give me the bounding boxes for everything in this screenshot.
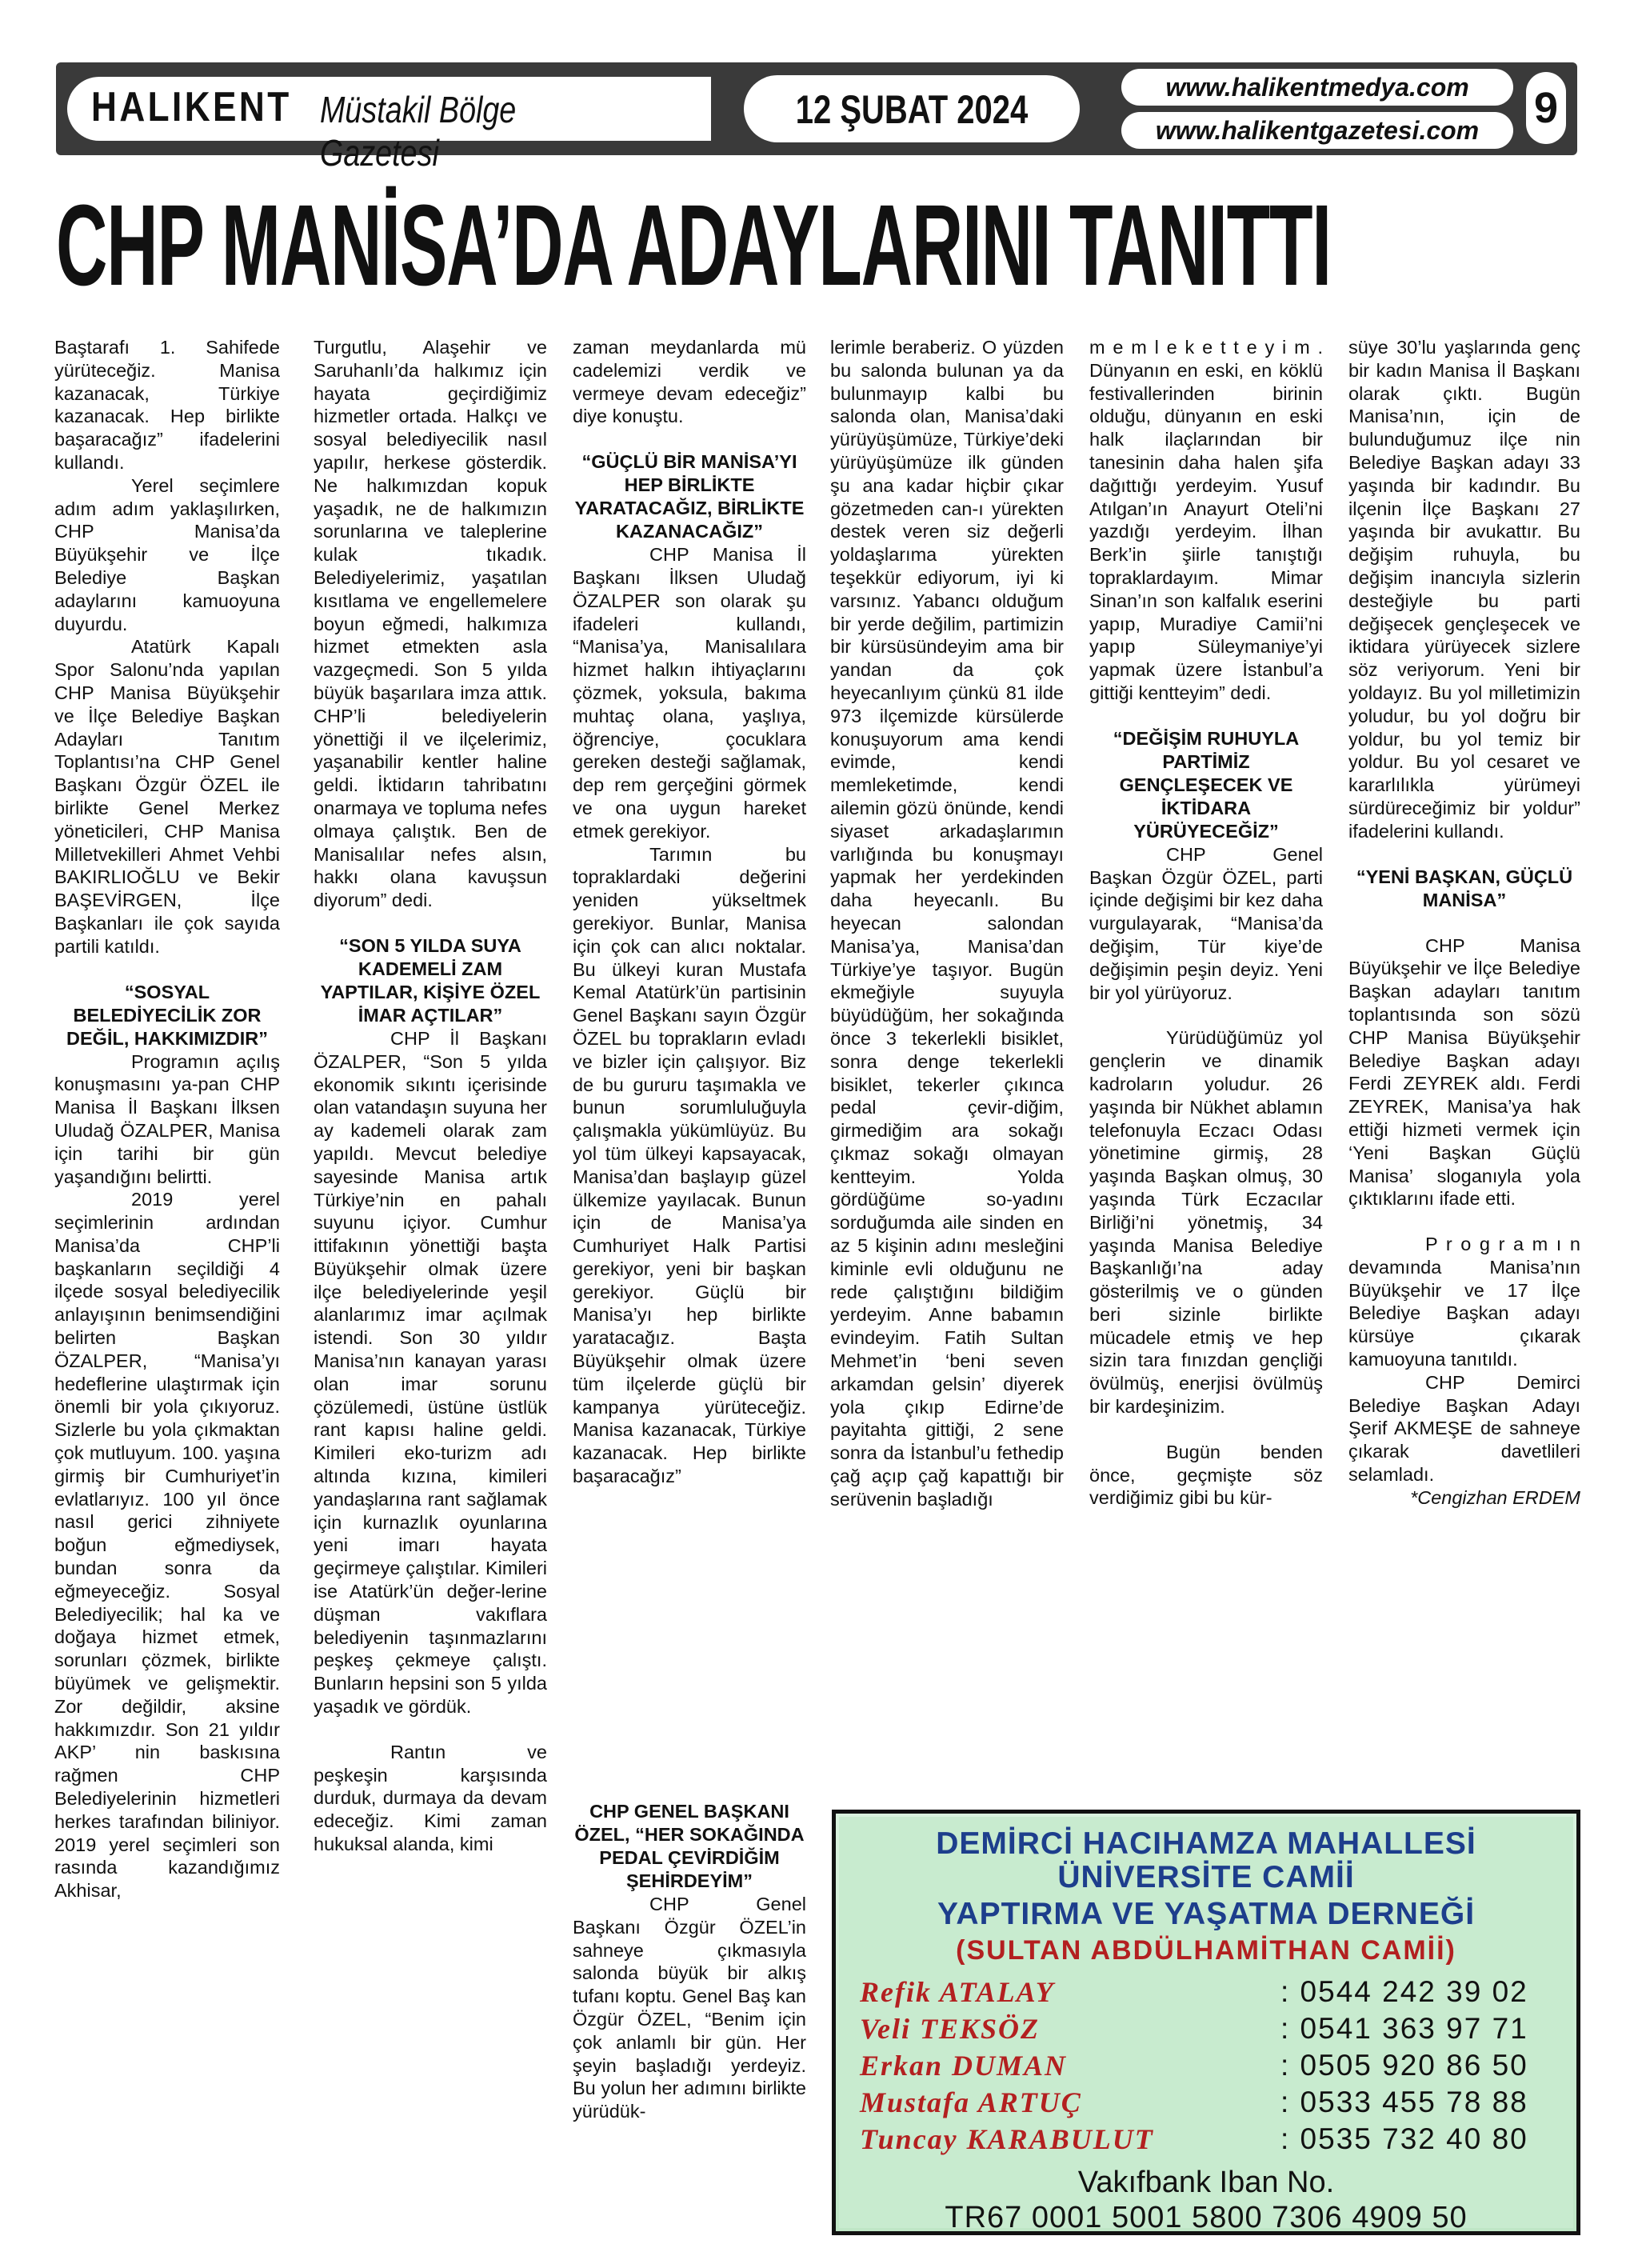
- brand-box: [67, 77, 711, 174]
- paragraph: Baştarafı 1. Sahifede yürüteceğiz. Manisa kazanacak, Türkiye kazanacak. Hep birlikte başaracağız” ifadelerini kullandı.: [54, 337, 280, 473]
- ad-background: [839, 1817, 1573, 2234]
- article-column-1: [54, 336, 280, 2224]
- paragraph: CHP Manisa İl Başkanı İlksen Uludağ ÖZALPER son olarak şu ifadeleri kullandı, “Manisa’ya, Manisalılara hizmet halkın ihtiyaçlarını çözmek, yoksula, bakıma muhtaç olana, yaşlıya, öğrenciye, çocuklara gereken desteği sağlamak, dep rem gerçeğini görmek ve ona uygun hareket etmek gerekiyor.: [573, 544, 806, 842]
- contact-name: Erkan DUMAN: [860, 2050, 1068, 2082]
- paragraph: CHP İl Başkanı ÖZALPER, “Son 5 yılda ekonomik sıkıntı içerisinde olan vatandaşın suyuna her ay kademeli olarak zam yapıldı. Mevcut belediye sayesinde Manisa artık Türkiye’nin en pahalı suyunu içiyor. Cumhur ittifakının yönettiği başta Büyükşehir olmak üzere ilçe belediyelerinde yeşil alanlarımız imar açılmak istendi. Son 30 yıldır Manisa’nın kanayan yarası olan imar sorunu çözülemedi, üstüne üstlük rant kapısı haline geldi. Kimileri eko-turizm adı altında kızına, kimileri yandaşlarına rant sağlamak için kurnazlık oyunlarına yeni imarı hayata geçirmeye çalıştılar. Kimileri ise Atatürk’ün değer-lerine düşman vakıflara belediyenin taşınmazlarını peşkeş çekmeye çalıştı. Bunların hepsini son 5 yılda yaşadık ve gördük.: [314, 1027, 547, 1718]
- contact-name: Veli TEKSÖZ: [860, 2013, 1041, 2045]
- masthead: [56, 62, 1577, 174]
- paragraph: CHP Demirci Belediye Başkan Adayı Şerif AKMEŞE de sahneye çıkarak davetlileri selamladı.: [1348, 1371, 1580, 1486]
- paragraph: Tarımın bu topraklardaki değerini yeniden yükseltmek gerekiyor. Bunlar, Manisa için çok can alıcı noktalar. Bu ülkeyi kuran Mustafa Kemal Atatürk’ün partisinin Genel Başkanı sayın Özgür ÖZEL bu toprakların evladı ve bizler için çalışıyor. Biz de bu gururu taşımakla ve bunun sorumluluğuyla çalışmakla yükümlüyüz. Bu yol tüm ülkeyi kapsayacak, Manisa’dan başlayıp güzel ülkemize yayılacak. Bunun için de Manisa’ya Cumhuriyet Halk Partisi gerekiyor, yeni bir başkan gerekiyor. Güçlü bir Manisa’yı hep birlikte yaratacağız. Başta Büyükşehir olmak üzere tüm ilçelerde güçlü bir kampanya yürüteceğiz. Manisa kazanacak, Türkiye kazanacak. Hep birlikte başaracağız”: [573, 843, 806, 1487]
- contact-phone: : 0535 732 40 80: [1280, 2122, 1528, 2155]
- subheading: CHP GENEL BAŞKANI ÖZEL, “HER SOKAĞINDA PEDAL ÇEVİRDİĞİM ŞEHİRDEYİM”: [574, 1801, 805, 1891]
- article-column-5: [1089, 336, 1323, 1792]
- ad-title-line-2: ÜNİVERSİTE CAMİİ: [1057, 1860, 1355, 1894]
- paragraph: CHP Genel Başkanı Özgür ÖZEL’in sahneye çıkmasıyla salonda büyük bir alkış tufanı koptu. Genel Baş kan Özgür ÖZEL, “Benim için çok anlamlı bir gün. Her şeyin başladığı yerdeyiz. Bu yolun her adımını birlikte yürüdük-: [573, 1894, 806, 2122]
- iban-label: Vakıfbank Iban No.: [1077, 2166, 1335, 2199]
- subheading: “YENİ BAŞKAN, GÜÇLÜ MANİSA”: [1356, 866, 1573, 910]
- subheading: “GÜÇLÜ BİR MANİSA’YI HEP BİRLİKTE YARATACAĞIZ, BİRLİKTE KAZANACAĞIZ”: [574, 451, 805, 542]
- contact-row: [860, 2086, 1564, 2124]
- ad-title-line-1: DEMİRCİ HACIHAMZA MAHALLESİ: [936, 1826, 1476, 1861]
- paragraph: m e m l e k e t t e y i m . Dünyanın en eski, en köklü festivallerinden birinin olduğu, dünyanın en eski halk ilaçlarından bir tanesinin daha halen şifa dağıttığı yerdeyim. Yusuf Atılgan’ın Anayurt Oteli’ni yazdığı yerdeyim. İlhan Berk’in şiirle tanıştığı topraklardayım. Mimar Sinan’ın son kalfalık eserini yapıp, Muradiye Camii’ni yapıp Süleymaniye’yi yapmak üzere İstanbul’a gittiği kentteyim” dedi.: [1089, 337, 1323, 703]
- ad-title-line-3: YAPTIRMA VE YAŞATMA DERNEĞİ: [937, 1897, 1476, 1931]
- paragraph: Bugün benden önce, geçmişte söz verdiğimiz gibi bu kür-: [1089, 1441, 1323, 1509]
- headline: CHP MANİSA’DA ADAYLARINI TANITTI: [56, 181, 1331, 310]
- paragraph: Yerel seçimlere adım adım yaklaşılırken, CHP Manisa’da Büyükşehir ve İlçe Belediye Başkan adaylarını kamuoyuna duyurdu.: [54, 474, 280, 634]
- contact-name: Mustafa ARTUÇ: [860, 2086, 1082, 2118]
- issue-date: 12 ŞUBAT 2024: [795, 87, 1029, 132]
- brand-name: HALIKENT: [91, 84, 292, 130]
- contact-phone: : 0533 455 78 88: [1280, 2086, 1528, 2118]
- website-link-1[interactable]: www.halikentmedya.com: [1121, 69, 1513, 106]
- article-column-3: [573, 336, 806, 2224]
- contact-name: Refik ATALAY: [860, 1976, 1055, 2008]
- contact-row: [860, 1975, 1564, 2014]
- paragraph: zaman meydanlarda mü cadelemizi verdik ve vermeye devam edeceğiz” diye konuştu.: [573, 337, 806, 427]
- page-number: 9: [1526, 72, 1566, 144]
- paragraph: CHP Manisa Büyükşehir ve İlçe Belediye Başkan adayları tanıtım toplantısında son sözü CHP Manisa Büyükşehir Belediye Başkan adayı Ferdi ZEYREK aldı. Ferdi ZEYREK, Manisa’ya hak ettiği hizmeti vermek için ‘Yeni Başkan Güçlü Manisa’ sloganıyla yola çıktıklarını ifade etti.: [1348, 934, 1580, 1210]
- contact-name: Tuncay KARABULUT: [860, 2123, 1154, 2155]
- website-link-2[interactable]: www.halikentgazetesi.com: [1121, 112, 1513, 149]
- paragraph: lerimle beraberiz. O yüzden bu salonda bulunan ya da bulunmayıp kalbi bu salonda olan, Manisa’daki yürüyüşümüze, Türkiye’deki yürüyüşümüze ilk günden şu ana kadar hiçbir çıkar gözetmeden can-ı yürekten destek veren siz değerli yoldaşlarıma yürekten teşekkür ediyorum, iyi ki varsınız. Yabancı olduğum bir yerde değilim, partimizin bir kürsüsündeyim ama bir yandan da çok heyecanlıyım çünkü 81 ilde 973 ilçemizde kürsülerde konuşuyorum ama kendi evimde, kendi memleketimde, kendi ailemin gözü önünde, kendi siyaset arkadaşlarımın varlığında bu konuşmayı yapmak her yerdekinden daha heyecanlı. Bu heyecan salondan Manisa’ya, Manisa’dan Türkiye’ye taşıyor. Bugün ekmeğiyle suyuyla büyüdüğüm, her sokağında önce 3 tekerlekli bisiklet, sonra denge tekerlekli bisiklet, tekerler çıkınca pedal çevir-diğim, girmediğim ara sokağı çıkmaz sokağı olmayan kentteyim. Yolda gördüğüme so-yadını sorduğumda aile sinden en az 5 kişinin adını mesleğini kiminle evli olduğunu ne rede çalıştığını bildiğim yerdeyim. Anne babamın evindeyim. Fatih Sultan Mehmet’in ‘beni seven arkamdan gelsin’ diyerek yola çıkıp Edirne’de payitahta gittiği, 2 sene sonra da İstanbul’u fethedip çağ açıp çağ kapattığı bir serüvenin başladığı: [830, 337, 1064, 1510]
- paragraph: Yürüdüğümüz yol gençlerin ve dinamik kadroların yoludur. 26 yaşında bir Nükhet ablamın telefonuyla Eczacı Odası yönetimine girmiş, 28 yaşında Başkan olmuş, 30 yaşında Türk Eczacılar Birliği’ni yönetmiş, 34 yaşında Manisa Belediye Başkanlığı’na aday gösterilmiş ve o günden beri sizinle birlikte mücadele etmiş ve hep sizin tara fınızdan gençliği övülmüş, enerjisi övülmüş bir kardeşinizim.: [1089, 1027, 1323, 1418]
- article-column-6: [1348, 336, 1580, 1792]
- paragraph: süye 30’lu yaşlarında genç bir kadın Manisa İl Başkanı olarak çıktı. Bugün Manisa’nın, için de bulunduğumuz ilçe nin Belediye Başkan adayı 33 yaşında bir kadındır. Bu ilçenin İlçe Başkanı 27 yaşında bir avukattır. Bu değişim ruhuyla, bu değişim inancıyla sizlerin desteğiyle bu parti değişecek gençleşecek ve iktidara yürüyecek sizlere söz veriyorum. Yeni bir yoldayız. Bu yol milletimizin yoludur, bu yol doğru bir yoldur, bu yol temiz bir yoldur. Bu yol cesaret ve kararlılıkla yürümeyi sürdüreceğimiz bir yoldur” ifadelerini kullandı.: [1348, 337, 1580, 842]
- ad-subtitle: (SULTAN ABDÜLHAMİTHAN CAMİİ): [956, 1935, 1456, 1966]
- paragraph: P r o g r a m ı n devamında Manisa’nın Büyükşehir ve 17 İlçe Belediye Başkan adayı kürsüye çıkarak kamuoyuna tanıtıldı.: [1348, 1234, 1580, 1370]
- paragraph: Turgutlu, Alaşehir ve Saruhanlı’da halkımız için hayata geçirdiğimiz hizmetler ortada. Halkçı ve sosyal belediyecilik nasıl yapılır, herkese gösterdik. Ne halkımızdan kopuk yaşadık, ne de halkımızın sorunlarına ve taleplerine kulak tıkadık. Belediyelerimiz, yaşatılan kısıtlama ve engellemelere boyun eğmedi, halkımıza hizmet etmekten asla vazgeçmedi. Son 5 yılda büyük başarılara imza attık. CHP’li belediyelerin yönettiği il ve ilçelerimiz, yaşanabilir kentler haline geldi. İktidarın tahribatını onarmaya ve topluma nefes olmaya çalıştık. Ben de Manisalılar nefes alsın, hakkı olana kavuşsun diyorum” dedi.: [314, 337, 547, 911]
- contact-row: [860, 2049, 1564, 2087]
- contact-row: [860, 2012, 1564, 2050]
- paragraph: Programın açılış konuşmasını ya-pan CHP Manisa İl Başkanı İlksen Uludağ ÖZALPER, Manisa için tarihi bir gün yaşandığını belirtti.: [54, 1050, 280, 1187]
- article-column-2: [314, 336, 547, 2224]
- article-column-4: [830, 336, 1064, 1792]
- subheading: “SON 5 YILDA SUYA KADEMELİ ZAM YAPTILAR, KİŞİYE ÖZEL İMAR AÇTILAR”: [320, 934, 541, 1026]
- contact-phone: : 0505 920 86 50: [1280, 2049, 1528, 2082]
- mosque-association-ad: [832, 1810, 1580, 2235]
- subheading: “DEĞİŞİM RUHUYLA PARTİMİZ GENÇLEŞECEK VE İKTİDARA YÜRÜYECEĞİZ”: [1113, 727, 1300, 842]
- iban-number: TR67 0001 5001 5800 7306 4909 50: [945, 2201, 1468, 2234]
- contact-phone: : 0541 363 97 71: [1280, 2012, 1528, 2045]
- contact-row: [860, 2122, 1564, 2161]
- issue-date-box: [744, 75, 1080, 142]
- brand-tagline: Müstakil Bölge Gazetesi: [320, 89, 517, 174]
- contact-phone: : 0544 242 39 02: [1280, 1975, 1528, 2008]
- subheading: “SOSYAL BELEDİYECİLİK ZOR DEĞİL, HAKKIMIZDIR”: [66, 981, 268, 1049]
- paragraph: 2019 yerel seçimlerinin ardından Manisa’da CHP’li başkanların seçildiği 4 ilçede sosyal belediyecilik anlayışının benimsendiğini belirten Başkan ÖZALPER, “Manisa’yı hedeflerine ulaştırmak için önemli bir yola çıkıyoruz. Sizlerle bu yola çıkmaktan çok mutluyum. 100. yaşına girmiş bir Cumhuriyet’in evlatlarıyız. 100 yıl önce nasıl gerici zihniyete boğun eğmediysek, bundan sonra da eğmeyeceğiz. Sosyal Belediyecilik; hal ka ve doğaya hizmet etmek, sorunları çözmek, birlikte büyümek ve gelişmektir. Zor değildir, aksine hakkımızdır. Son 21 yıldır AKP’ nin baskısına rağmen CHP Belediyelerinin hizmetleri herkes tarafından biliniyor. 2019 yerel seçimleri son rasında kazandığımız Akhisar,: [54, 1189, 280, 1902]
- paragraph: Rantın ve peşkeşin karşısında durduk, durmaya da devam edeceğiz. Kimi zaman hukuksal alanda, kimi: [314, 1741, 547, 1855]
- column-3-lower: [573, 1800, 806, 2123]
- paragraph: Atatürk Kapalı Spor Salonu’nda yapılan CHP Manisa Büyükşehir ve İlçe Belediye Başkan Adayları Tanıtım Toplantısı’na CHP Genel Başkanı Özgür ÖZEL ile birlikte Genel Merkez yöneticileri, CHP Manisa Milletvekilleri Ahmet Vehbi BAKIRLIOĞLU ve Bekir BAŞEVİRGEN, İlçe Başkanları ile çok sayıda partili katıldı.: [54, 636, 280, 957]
- paragraph: CHP Genel Başkan Özgür ÖZEL, parti içinde değişimi bir kez daha vurgulayarak, “Manisa’da değişim, Tür kiye’de değişimin peşin deyiz. Yeni bir yol yürüyoruz.: [1089, 843, 1323, 1003]
- author-signature: *Cengizhan ERDEM: [1410, 1486, 1580, 1508]
